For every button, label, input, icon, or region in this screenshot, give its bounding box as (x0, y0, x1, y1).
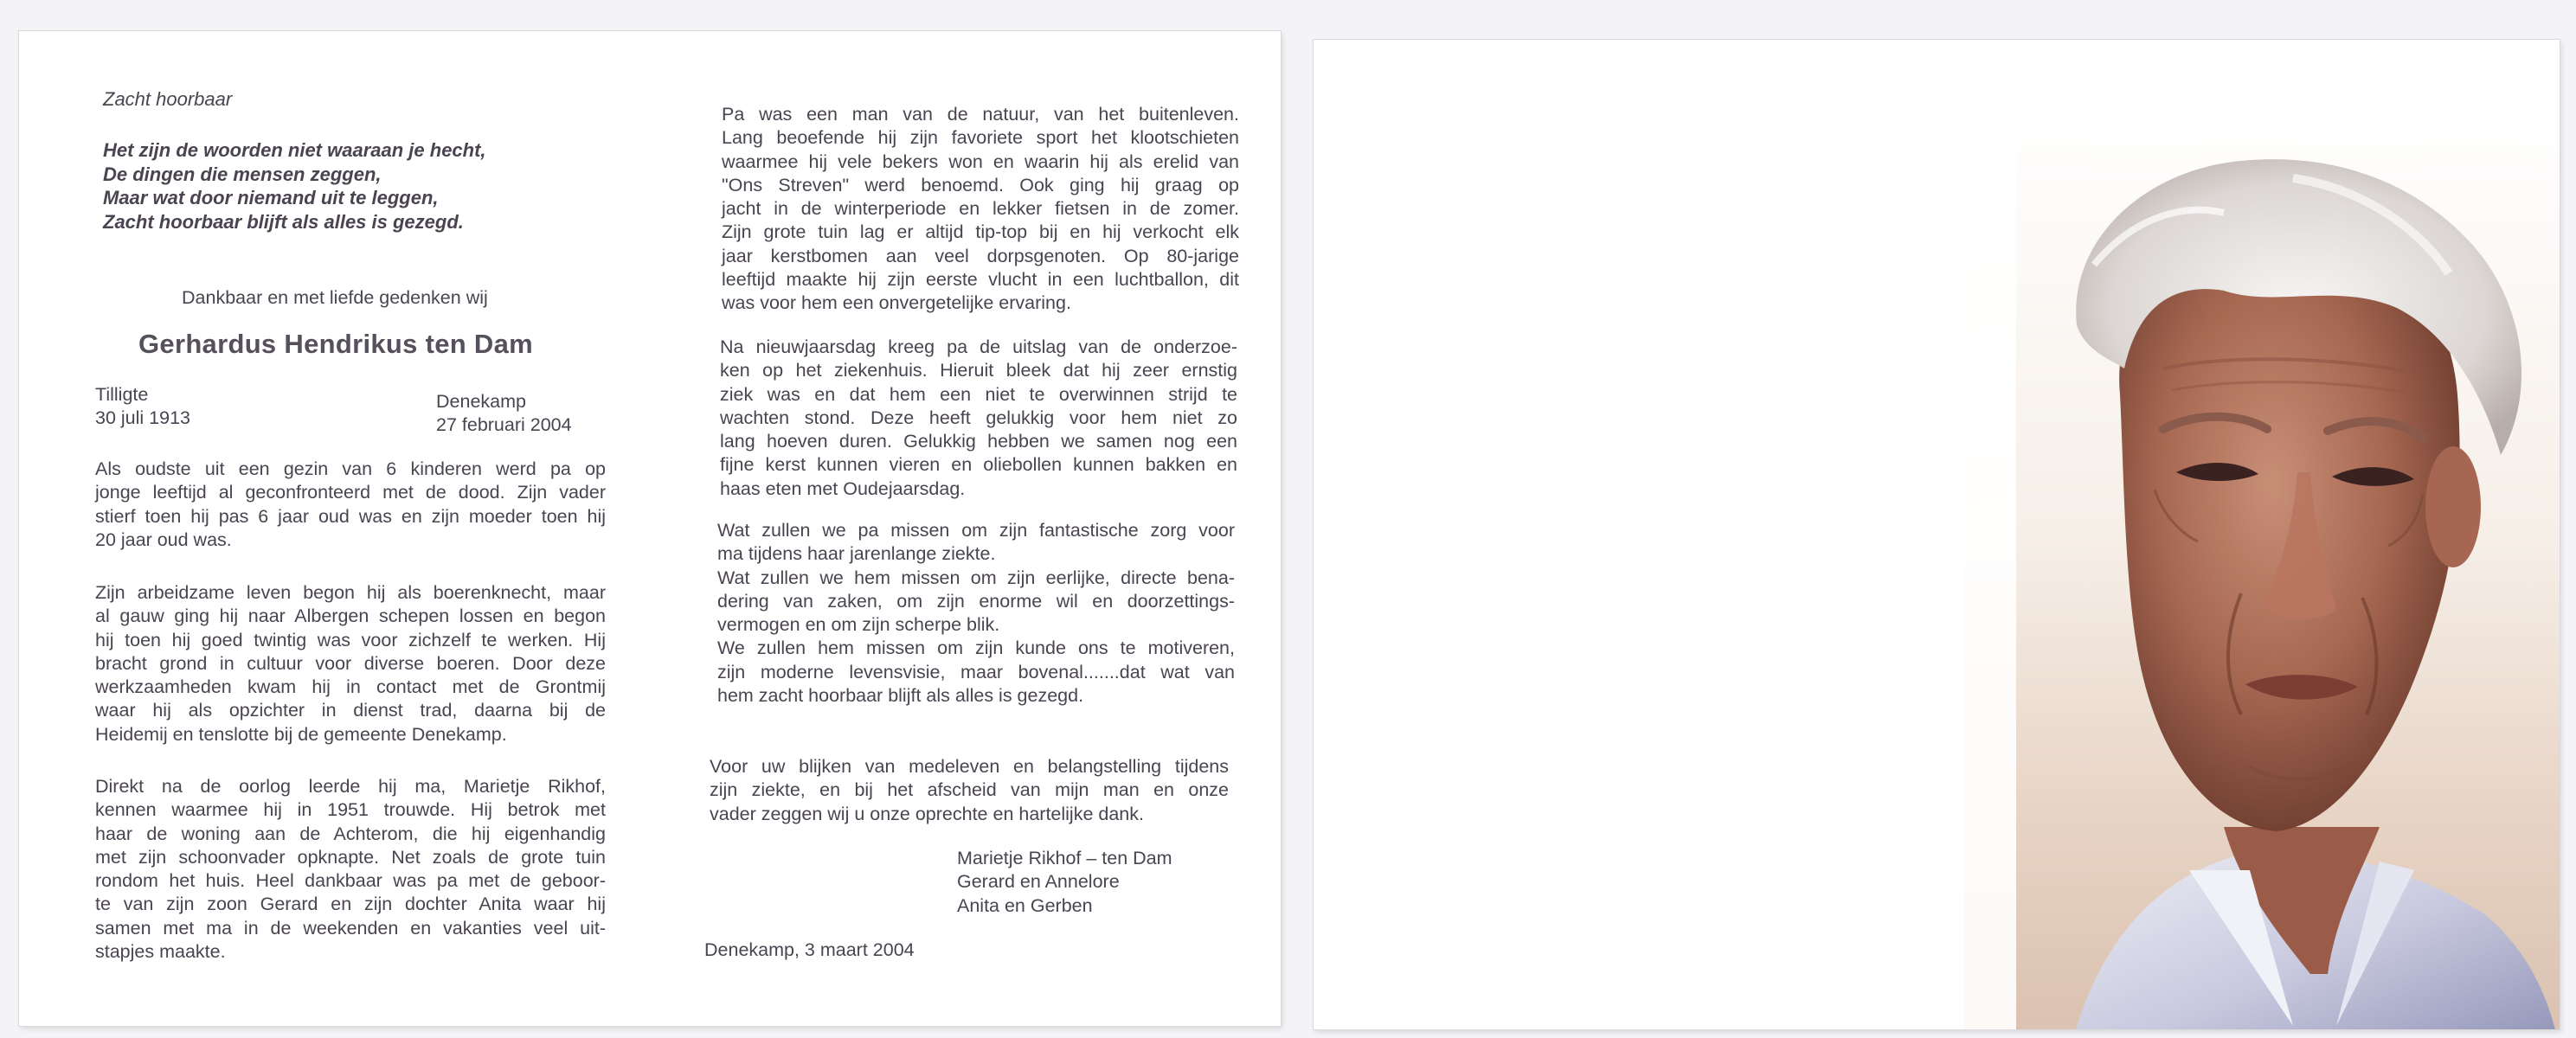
poem-line: Zacht hoorbaar blijft als alles is gezegd. (103, 210, 464, 233)
poem-line: Maar wat door niemand uit te leggen, (103, 187, 439, 208)
text-line: fijne kerst kunnen vieren en oliebollen kunnen bakken en (720, 454, 1237, 476)
text-line: lang hoeven duren. Gelukkig hebben we samen nog een (720, 431, 1237, 452)
death-date: 27 februari 2004 (436, 414, 572, 436)
birth-date: 30 juli 1913 (95, 407, 190, 429)
text-line: 20 jaar oud was. (95, 529, 232, 550)
text-line: Zijn arbeidzame leven begon hij als boerenknecht, maar (95, 582, 606, 603)
text-line: al gauw ging hij naar Albergen schepen lossen en begon (95, 606, 606, 627)
birth-place: Tilligte (95, 384, 149, 405)
text-line: Lang beoefende hij zijn favoriete sport het klootschieten (722, 127, 1239, 149)
right-card (1314, 40, 2560, 1029)
signature-line: Gerard en Annelore (957, 871, 1120, 893)
text-line: waarmee hij vele bekers won en waarin hij als erelid van (722, 151, 1239, 172)
bio-paragraph-4 (722, 103, 1239, 316)
text-line: jaar kerstbomen aan veel dorpsgenoten. Op 80-jarige (722, 245, 1239, 266)
text-line: rondom het huis. Heel dankbaar was pa met de geboor- (95, 870, 606, 892)
portrait-photo (1964, 109, 2560, 1029)
text-line: dering van zaken, om zijn enorme wil en doorzettings- (717, 590, 1235, 612)
death-info (436, 390, 572, 438)
place-date: Denekamp, 3 maart 2004 (704, 939, 915, 960)
text-line: Wat zullen we hem missen om zijn eerlijke, directe bena- (717, 567, 1235, 588)
signature-line: Marietje Rikhof – ten Dam (957, 848, 1172, 868)
text-line: leeftijd maakte hij zijn eerste vlucht in een luchtballon, dit (722, 269, 1239, 291)
text-line: Zijn grote tuin lag er altijd tip-top bij en hij verkocht elk (722, 221, 1239, 243)
text-line: Voor uw blijken van medeleven en belangstelling tijdens (710, 756, 1229, 777)
text-line: was voor hem een onvergetelijke ervaring. (722, 292, 1071, 314)
text-line: bracht grond in cultuur voor diverse boeren. Door deze (95, 652, 606, 674)
text-line: Na nieuwjaarsdag kreeg pa de uitslag van de onderzoe- (720, 336, 1237, 357)
intro-text: Dankbaar en met liefde gedenken wij (182, 287, 488, 308)
text-line: haas eten met Oudejaarsdag. (720, 477, 966, 499)
text-line: te van zijn zoon Gerard en zijn dochter Anita waar hij (95, 894, 606, 915)
text-line: waar hij als opzichter in dienst trad, daarna bij de (95, 700, 606, 721)
text-line: We zullen hem missen om zijn kunde ons te motiveren, (717, 638, 1235, 659)
text-line: wachten stond. Deze heeft gelukkig voor hem niet zo (720, 407, 1237, 428)
left-card (19, 31, 1281, 1026)
text-line: Wat zullen we pa missen om zijn fantastische zorg voor (717, 520, 1235, 541)
text-line: haar de woning aan de Achterom, die hij eigenhandig (95, 823, 606, 844)
text-line: ma tijdens haar jarenlange ziekte. (717, 543, 996, 565)
text-line: met zijn schoonvader opknapte. Net zoals de grote tuin (95, 846, 606, 868)
text-line: jacht in de winterperiode en lekker fietsen in de zomer. (722, 198, 1239, 220)
text-line: vader zeggen wij u onze oprechte en hartelijke dank. (710, 803, 1144, 824)
text-line: Pa was een man van de natuur, van het buitenleven. (722, 104, 1239, 125)
text-line: "Ons Streven" werd benoemd. Ook ging hij graag op (722, 174, 1239, 195)
portrait-photo-graphic (1964, 109, 2560, 1029)
text-line: ziek was en dat hem een niet te overwinnen strijd te (720, 383, 1237, 405)
poem (103, 138, 486, 234)
text-line: zijn ziekte, en bij het afscheid van mijn man en onze (710, 779, 1229, 801)
text-line: hem zacht hoorbaar blijft als alles is gezegd. (717, 685, 1084, 707)
text-line: Direkt na de oorlog leerde hij ma, Marietje Rikhof, (95, 776, 606, 797)
bio-paragraph-6 (717, 519, 1235, 708)
poem-line: Het zijn de woorden niet waaraan je hecht, (103, 139, 486, 161)
text-line: zijn moderne levensvisie, maar bovenal.......dat wat van (717, 661, 1235, 682)
text-line: jonge leeftijd al geconfronteerd met de dood. Zijn vader (95, 482, 606, 503)
text-line: Heidemij en tenslotte bij de gemeente Denekamp. (95, 723, 507, 745)
text-line: vermogen en om zijn scherpe blik. (717, 614, 1000, 636)
text-line: kennen waarmee hij in 1951 trouwde. Hij betrok met (95, 799, 606, 821)
bio-paragraph-2 (95, 581, 606, 746)
bio-paragraph-3 (95, 775, 606, 964)
text-line: werkzaamheden kwam hij in contact met de Grontmij (95, 676, 606, 698)
thanks-paragraph (710, 755, 1229, 826)
text-line: stapjes maakte. (95, 941, 226, 963)
text-line: Als oudste uit een gezin van 6 kinderen werd pa op (95, 458, 606, 479)
text-line: samen met ma in de weekenden en vakanties veel uit- (95, 917, 606, 939)
text-line: ken op het ziekenhuis. Hieruit bleek dat hij zeer ernstig (720, 360, 1237, 381)
signature-line: Anita en Gerben (957, 894, 1093, 916)
signatures (957, 847, 1172, 918)
text-line: hij toen hij goed twintig was voor zichzelf te werken. Hij (95, 629, 606, 650)
birth-info (95, 383, 190, 431)
bio-paragraph-5 (720, 336, 1237, 501)
text-line: stierf toen hij pas 6 jaar oud was en zijn moeder toen hij (95, 505, 606, 527)
deceased-name: Gerhardus Hendrikus ten Dam (138, 329, 533, 359)
death-place: Denekamp (436, 391, 526, 412)
bio-paragraph-1 (95, 458, 606, 552)
poem-title: Zacht hoorbaar (103, 88, 233, 110)
poem-line: De dingen die mensen zeggen, (103, 163, 382, 185)
